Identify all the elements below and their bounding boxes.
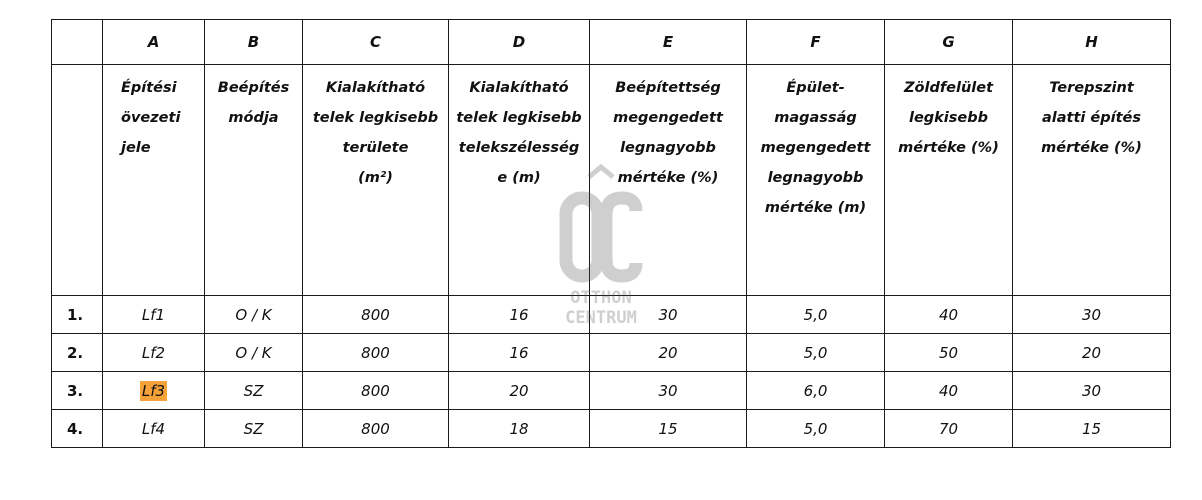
table-row	[52, 372, 1171, 410]
table-cell-h: 30	[1013, 296, 1171, 334]
table-cell-e: 30	[590, 372, 747, 410]
header-line: e (m)	[497, 170, 541, 186]
table-cell-d: 18	[449, 410, 590, 448]
table-cell-f: 5,0	[747, 296, 885, 334]
header-line: Zöldfelület	[904, 80, 993, 96]
table-cell-c: 800	[303, 296, 449, 334]
column-letter-h: H	[1013, 20, 1171, 65]
table-cell-f: 5,0	[747, 334, 885, 372]
table-cell-d: 16	[449, 296, 590, 334]
corner-cell	[52, 20, 103, 65]
header-line: Építési	[121, 80, 177, 96]
header-line: megengedett	[760, 140, 871, 156]
header-line: telek legkisebb	[312, 110, 439, 126]
header-line: Terepszint	[1049, 80, 1134, 96]
table-cell-a: Lf4	[103, 410, 205, 448]
header-line: legnagyobb	[620, 140, 716, 156]
header-line: megengedett	[613, 110, 723, 126]
table-cell-f: 5,0	[747, 410, 885, 448]
header-line: mértéke (%)	[898, 140, 999, 156]
header-line: legkisebb	[908, 110, 989, 126]
table-cell-h: 15	[1013, 410, 1171, 448]
table-cell-g: 40	[885, 372, 1013, 410]
table-row	[52, 410, 1171, 448]
table-cell-g: 50	[885, 334, 1013, 372]
row-number: 4.	[52, 410, 103, 448]
column-letter-c: C	[303, 20, 449, 65]
header-line: Beépítettség	[615, 80, 721, 96]
header-line: mértéke (%)	[1041, 140, 1142, 156]
header-line: Beépítés	[217, 80, 290, 96]
header-line: alatti építés	[1041, 110, 1141, 126]
table-body	[52, 20, 1171, 448]
table-cell-h: 20	[1013, 334, 1171, 372]
row-number: 1.	[52, 296, 103, 334]
header-line: Kialakítható	[469, 80, 569, 96]
header-line: Épület-	[786, 80, 845, 96]
column-header-e	[590, 65, 747, 296]
header-line: telekszélesség	[458, 140, 580, 156]
table-cell-e: 30	[590, 296, 747, 334]
column-letter-a: A	[103, 20, 205, 65]
column-letter-f: F	[747, 20, 885, 65]
table-cell-e: 20	[590, 334, 747, 372]
column-header-a	[103, 65, 205, 296]
table-cell-a	[103, 372, 205, 410]
watermark-line-1: OTTHON	[570, 288, 632, 308]
column-header-h	[1013, 65, 1171, 296]
table-cell-a: Lf1	[103, 296, 205, 334]
table-cell-c: 800	[303, 372, 449, 410]
table-cell-d: 16	[449, 334, 590, 372]
column-header-c	[303, 65, 449, 296]
zoning-table-container	[51, 19, 1171, 448]
table-cell-c: 800	[303, 334, 449, 372]
table-cell-g: 40	[885, 296, 1013, 334]
table-cell-b: O / K	[205, 296, 303, 334]
table-cell-f: 6,0	[747, 372, 885, 410]
table-row	[52, 334, 1171, 372]
header-empty-cell	[52, 65, 103, 296]
column-letters-row	[52, 20, 1171, 65]
table-cell-h: 30	[1013, 372, 1171, 410]
table-cell-b: SZ	[205, 372, 303, 410]
table-cell-d: 20	[449, 372, 590, 410]
column-header-g	[885, 65, 1013, 296]
column-letter-g: G	[885, 20, 1013, 65]
header-line: magasság	[774, 110, 857, 126]
table-cell-b: O / K	[205, 334, 303, 372]
column-header-d	[449, 65, 590, 296]
header-line: telek legkisebb	[456, 110, 582, 126]
header-line: övezeti	[121, 110, 181, 126]
header-line: területe	[342, 140, 409, 156]
table-cell-a: Lf2	[103, 334, 205, 372]
column-header-f	[747, 65, 885, 296]
header-line: mértéke (%)	[617, 170, 719, 186]
header-line: jele	[121, 140, 151, 156]
column-header-b	[205, 65, 303, 296]
table-cell-c: 800	[303, 410, 449, 448]
watermark-line-2: CENTRUM	[565, 308, 637, 328]
header-line: Kialakítható	[325, 80, 426, 96]
column-headers-row	[52, 65, 1171, 296]
header-line: (m²)	[358, 170, 393, 186]
header-line: mértéke (m)	[764, 200, 867, 216]
header-line: legnagyobb	[767, 170, 864, 186]
column-letter-d: D	[449, 20, 590, 65]
table-cell-e: 15	[590, 410, 747, 448]
table-cell-g: 70	[885, 410, 1013, 448]
column-letter-e: E	[590, 20, 747, 65]
table-cell-b: SZ	[205, 410, 303, 448]
row-number: 3.	[52, 372, 103, 410]
row-number: 2.	[52, 334, 103, 372]
table-row	[52, 296, 1171, 334]
column-letter-b: B	[205, 20, 303, 65]
highlighted-zone-code: Lf3	[141, 381, 166, 400]
header-line: módja	[228, 110, 279, 126]
zoning-regulations-table	[51, 19, 1171, 448]
